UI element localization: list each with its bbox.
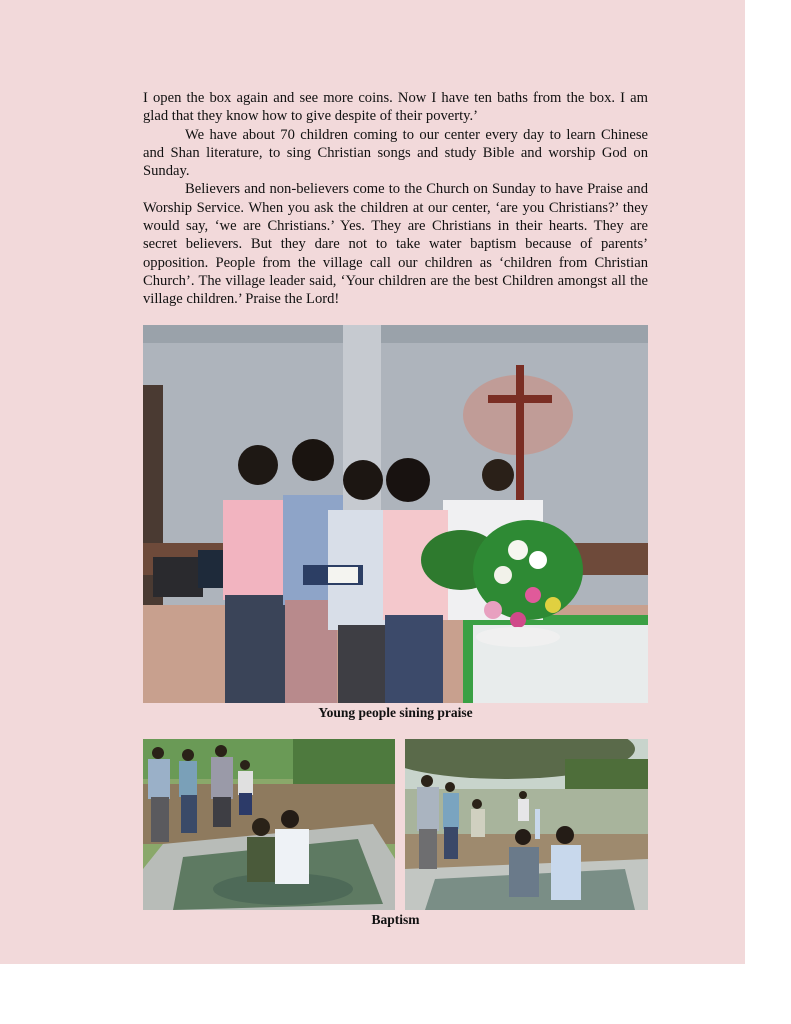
baptism-photo-right: [405, 739, 648, 910]
body-text: [143, 89, 648, 309]
baptism-photo-left: [143, 739, 395, 910]
paragraph-2: We have about 70 children coming to our center every day to learn Chinese and Shan literature, to sing Christian songs and study Bible and worship God on Sunday.: [143, 126, 648, 180]
paragraph-1: I open the box again and see more coins. Now I have ten baths from the box. I am glad that they know how to give despite of their poverty.’: [143, 90, 648, 125]
baptism-photos-caption: Baptism: [371, 912, 420, 927]
paragraph-3: Believers and non-believers come to the Church on Sunday to have Praise and Worship Service. When you ask the children at our center, ‘are you Christians?’ they would say, ‘we are Christians.’ Yes. They are Christians in their hearts. They are secret believers. But they dare not to take water baptism because of parents’ opposition. People from the village call our children as ‘children from Christian Church’. The village leader said, ‘Your children are the best Children amongst all the village children.’ Praise the Lord!: [143, 181, 648, 308]
worship-photo: [143, 325, 648, 703]
worship-photo-caption: Young people sining praise: [318, 705, 473, 720]
